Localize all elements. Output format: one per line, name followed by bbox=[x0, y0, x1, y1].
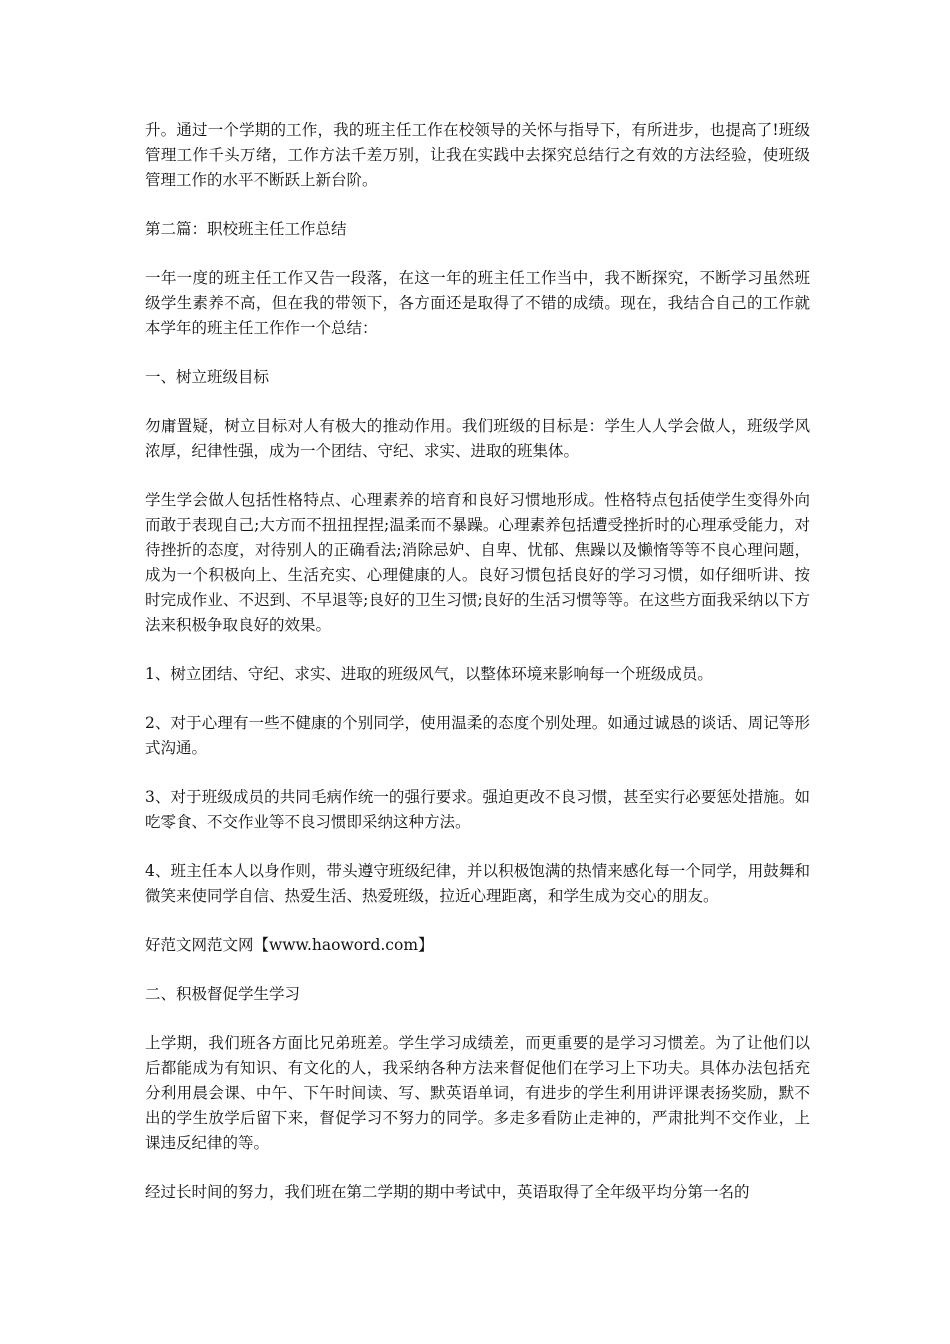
document-body bbox=[145, 118, 810, 1229]
section-heading-class-goals: 一、树立班级目标 bbox=[145, 368, 270, 386]
paragraph-study-methods: 上学期，我们班各方面比兄弟班差。学生学习成绩差，而更重要的是学习习惯差。为了让他们以后都能成为有知识、有文化的人，我采纳各种方法来督促他们在学习上下功夫。具体办法包括充分利用晨会课、中午、下午时间读、写、默英语单词，有进步的学生利用讲评课表扬奖励，默不出的学生放学后留下来，督促学习不努力的同学。多走多看防止走神的，严肃批判不交作业，上课违反纪律的等。 bbox=[145, 1034, 810, 1152]
paragraph-results: 经过长时间的努力，我们班在第二学期的期中考试中，英语取得了全年级平均分第一名的 bbox=[145, 1183, 750, 1201]
paragraph-character-habits: 学生学会做人包括性格特点、心理素养的培育和良好习惯地形成。性格特点包括使学生变得外向而敢于表现自己;大方而不扭扭捏捏;温柔而不暴躁。心理素养包括遭受挫折时的心理承受能力，对待挫折的态度，对待别人的正确看法;消除忌妒、自卑、忧郁、焦躁以及懒惰等等不良心理问题，成为一个积极向上、生活充实、心理健康的人。良好习惯包括良好的学习习惯，如仔细听讲、按时完成作业、不迟到、不早退等;良好的卫生习惯;良好的生活习惯等等。在这些方面我采纳以下方法来积极争取良好的效果。 bbox=[145, 491, 810, 634]
paragraph-summary-intro: 一年一度的班主任工作又告一段落，在这一年的班主任工作当中，我不断探究，不断学习虽然班级学生素养不高，但在我的带领下，各方面还是取得了不错的成绩。现在，我结合自己的工作就本学年的班主任工作作一个总结： bbox=[145, 269, 810, 337]
paragraph-goal-statement: 勿庸置疑，树立目标对人有极大的推动作用。我们班级的目标是：学生人人学会做人，班级学风浓厚，纪律性强，成为一个团结、守纪、求实、进取的班集体。 bbox=[145, 417, 810, 460]
list-item-method-1: 1、树立团结、守纪、求实、进取的班级风气，以整体环境来影响每一个班级成员。 bbox=[145, 665, 713, 683]
list-item-method-3: 3、对于班级成员的共同毛病作统一的强行要求。强迫更改不良习惯，甚至实行必要惩处措施。如吃零食、不交作业等不良习惯即采纳这种方法。 bbox=[145, 788, 810, 831]
list-item-method-2: 2、对于心理有一些不健康的个别同学，使用温柔的态度个别处理。如通过诚恳的谈话、周记等形式沟通。 bbox=[145, 714, 810, 757]
source-watermark-line: 好范文网范文网【www.haoword.com】 bbox=[145, 936, 434, 954]
section-heading-study-supervision: 二、积极督促学生学习 bbox=[145, 985, 301, 1003]
paragraph-intro-continuation: 升。通过一个学期的工作，我的班主任工作在校领导的关怀与指导下，有所进步，也提高了!班级管理工作千头万绪，工作方法千差万别，让我在实践中去探究总结行之有效的方法经验，使班级管理工作的水平不断跃上新台阶。 bbox=[145, 121, 810, 189]
list-item-method-4: 4、班主任本人以身作则，带头遵守班级纪律，并以积极饱满的热情来感化每一个同学，用鼓舞和微笑来使同学自信、热爱生活、热爱班级，拉近心理距离，和学生成为交心的朋友。 bbox=[145, 862, 810, 905]
article-title: 第二篇：职校班主任工作总结 bbox=[145, 220, 347, 238]
